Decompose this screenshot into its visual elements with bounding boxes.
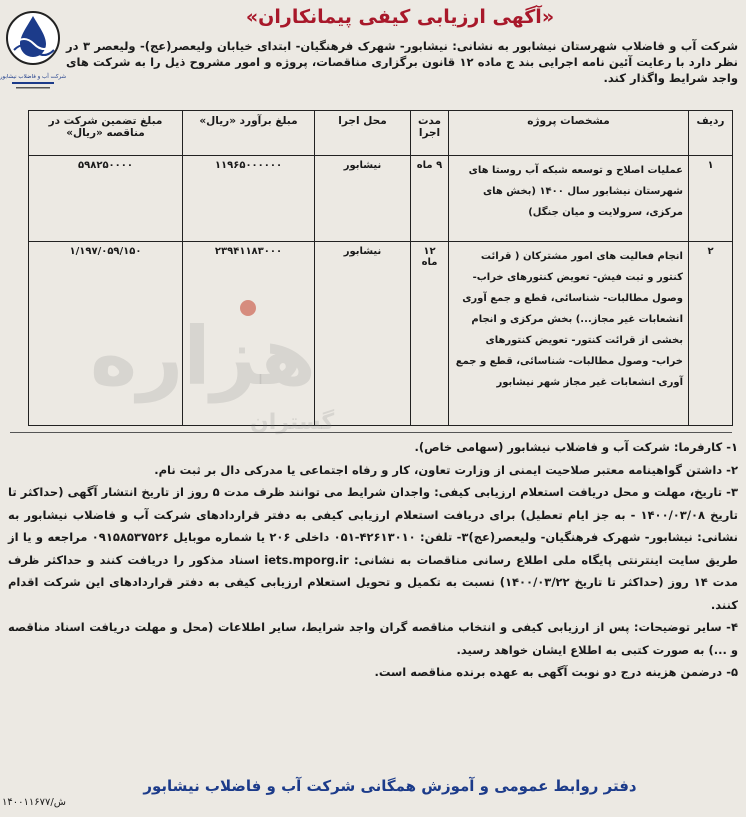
cell-duration: ۹ ماه	[411, 156, 449, 242]
cell-guarantee: ۵۹۸۲۵۰۰۰۰	[29, 156, 183, 242]
list-item: ۵- درضمن هزینه درج دو نوبت آگهی به عهده برنده مناقصه است.	[374, 665, 738, 679]
header-guarantee: مبلغ تضمین شرکت در مناقصه «ریال»	[29, 111, 183, 156]
ad-code: ش/۱۴۰۰۱۱۶۷۷	[2, 797, 66, 808]
list-item: ۳- تاریخ، مهلت و محل دریافت استعلام ارزیابی کیفی: واجدان شرایط می توانند ظرف مدت ۵ روز از تاریخ انتشار آگهی (حداکثر تا تاریخ ۱۴۰۰/۰۳/۰۸ - به جز ایام تعطیل) برای دریافت استعلام ارزیابی کیفی به دفتر قراردادهای شرکت آب و فاضلاب نیشابور به نشانی: نیشابور- شهرک فرهنگیان- ولیعصر(عج)۳- تلفن: ۴۲۶۱۳۰۱۰-۰۵۱ داخلی ۲۰۶ یا شماره موبایل ۰۹۱۵۸۵۳۷۵۲۶ مراجعه و یا از طریق سایت اینترنتی پایگاه ملی اطلاع رسانی مناقصات به نشانی: iets.mporg.ir اسناد مذکور را دریافت کنند و حداکثر ظرف مدت ۱۴ روز (حداکثر تا تاریخ ۱۴۰۰/۰۳/۲۲) نسبت به تکمیل و تحویل استعلام ارزیابی کیفی به دفتر قراردادهای این شرکت اقدام کنند.	[8, 485, 739, 612]
cell-duration: ۱۲ ماه	[411, 242, 449, 426]
intro-paragraph: شرکت آب و فاضلاب شهرستان نیشابور به نشانی: نیشابور- شهرک فرهنگیان- ابتدای خیابان ولیعصر(عج)- ولیعصر ۳ در نظر دارد با رعایت آئین نامه اجرایی بند ج ماده ۱۲ قانون برگزاری مناقصات، پروژه و امور مشروح ذیل را به شرکت های واجد شرایط واگذار کند.	[66, 39, 738, 85]
cell-row-number: ۲	[689, 242, 733, 426]
header-estimate: مبلغ برآورد «ریال»	[183, 111, 315, 156]
logo-caption: شرکت آب و فاضلاب نیشابور	[0, 74, 67, 80]
list-item: ۲- داشتن گواهینامه معتبر صلاحیت ایمنی از وزارت تعاون، کار و رفاه اجتماعی یا مدرکی دال بر ثبت نام.	[154, 462, 738, 477]
company-logo	[0, 4, 67, 100]
table-row	[29, 242, 733, 426]
divider	[10, 432, 732, 433]
cell-estimate: ۲۳۹۴۱۱۸۳۰۰۰	[183, 242, 315, 426]
cell-location: نیشابور	[315, 242, 411, 426]
table-header-row	[29, 111, 733, 156]
list-item: ۴- سایر توضیحات: پس از ارزیابی کیفی و انتخاب مناقصه گران واجد شرایط، سایر اطلاعات (محل و مهلت دریافت اسناد مناقصه و ...) به صورت کتبی به اطلاع ایشان خواهد رسید.	[8, 620, 738, 657]
list-item: ۱- کارفرما: شرکت آب و فاضلاب نیشابور (سهامی خاص).	[414, 440, 738, 454]
footer-signature: دفتر روابط عمومی و آموزش همگانی شرکت آب و فاضلاب نیشابور	[143, 777, 637, 795]
table-row	[29, 156, 733, 242]
cell-description: عملیات اصلاح و توسعه شبکه آب روستا های شهرستان نیشابور سال ۱۴۰۰ (بخش های مرکزی، سرولایت و میان جنگل)	[449, 156, 689, 242]
cell-estimate: ۱۱۹۶۵۰۰۰۰۰۰	[183, 156, 315, 242]
watermark-sub: گستران	[250, 410, 335, 435]
ad-title: «آگهی ارزیابی کیفی پیمانکاران»	[245, 6, 555, 28]
header-row-number: ردیف	[689, 111, 733, 156]
cell-guarantee: ۱/۱۹۷/۰۵۹/۱۵۰	[29, 242, 183, 426]
cell-location: نیشابور	[315, 156, 411, 242]
cell-row-number: ۱	[689, 156, 733, 242]
cell-description: انجام فعالیت های امور مشترکان ( قرائت کنتور و ثبت فیش- تعویض کنتورهای خراب- وصول مطالبات- شناسائی، قطع و جمع آوری انشعابات غیر مجاز...) بخش مرکزی و انجام بخشی از قرائت کنتور- تعویض کنتورهای خراب- وصول مطالبات- شناسائی، قطع و جمع آوری انشعابات غیر مجاز شهر نیشابور	[449, 242, 689, 426]
header-location: محل اجرا	[315, 111, 411, 156]
header-description: مشخصات پروژه	[449, 111, 689, 156]
projects-table	[28, 110, 733, 426]
header-duration: مدت اجرا	[411, 111, 449, 156]
water-drop-logo-icon	[0, 4, 67, 100]
conditions-list	[8, 436, 738, 684]
watermark-main: هزاره	[90, 310, 316, 403]
